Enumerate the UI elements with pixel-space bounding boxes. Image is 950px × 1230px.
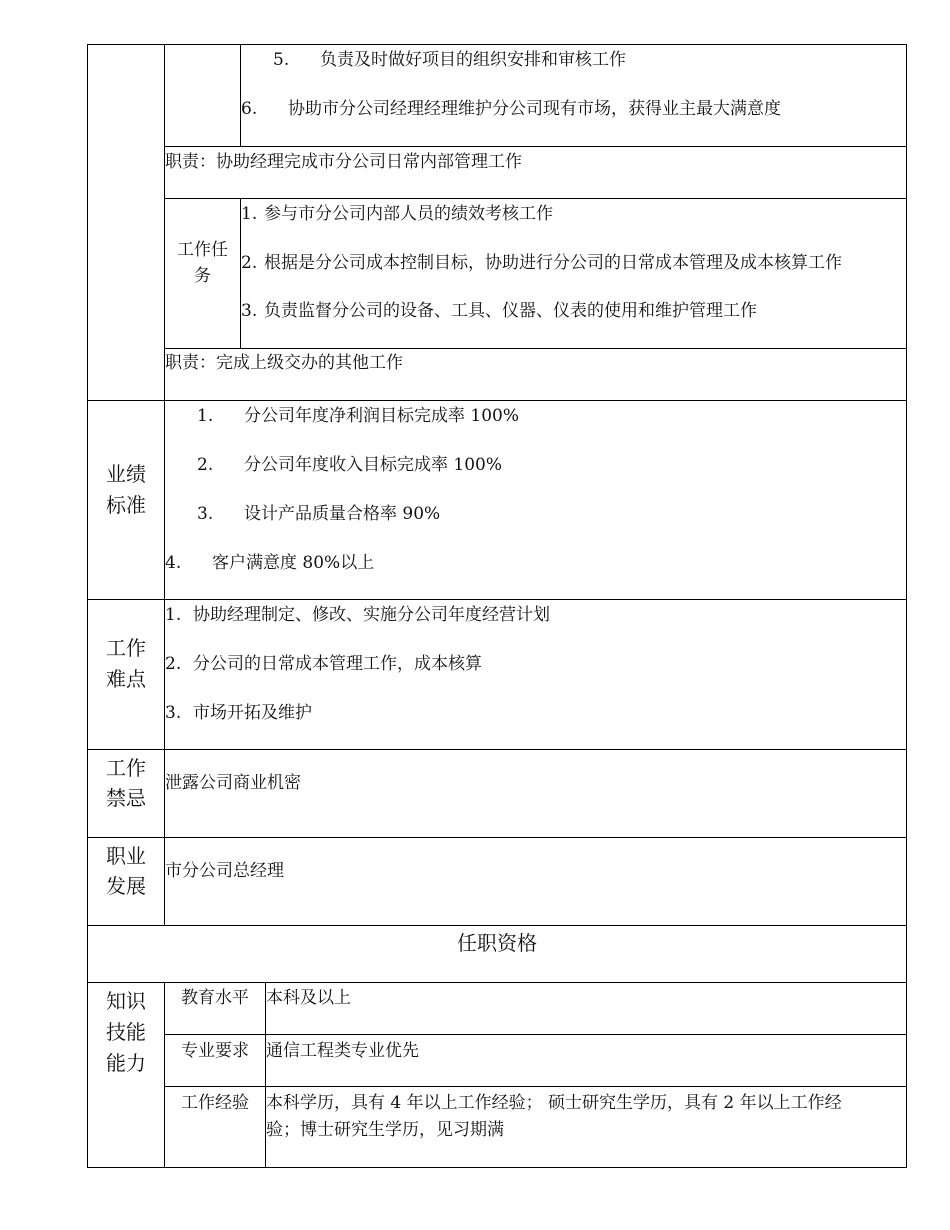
taboo-header: 工作 [106, 756, 146, 780]
difficulty-text: 分公司的日常成本管理工作，成本核算 [193, 654, 482, 674]
performance-text: 设计产品质量合格率 90% [244, 504, 441, 524]
row-divider [87, 749, 907, 750]
qualification-header: 技能 [106, 1020, 146, 1044]
taboo-header: 禁忌 [106, 786, 146, 810]
difficulty-text: 协助经理制定、修改、实施分公司年度经营计划 [193, 605, 550, 625]
task-number: 1. [241, 204, 258, 224]
task-text: 根据是分公司成本控制目标，协助进行分公司的日常成本管理及成本核算工作 [264, 253, 842, 273]
row-divider [164, 1034, 907, 1035]
qualification-value: 本科及以上 [266, 988, 351, 1008]
performance-header: 业绩 [106, 462, 146, 486]
row-divider [164, 348, 907, 349]
difficulty-header: 难点 [106, 667, 146, 691]
performance-header: 标准 [106, 493, 146, 517]
row-divider [164, 1086, 907, 1087]
qualification-value: 通信工程类专业优先 [266, 1041, 419, 1061]
career-header: 职业 [106, 844, 146, 868]
col-divider-2a [240, 44, 241, 146]
duty-label: 职责：完成上级交办的其他工作 [165, 353, 403, 373]
difficulty-number: 3. [165, 703, 182, 723]
performance-number: 1. [197, 406, 214, 426]
task-number: 2. [241, 253, 258, 273]
row-divider [87, 599, 907, 600]
performance-number: 3. [197, 504, 214, 524]
qualification-label: 专业要求 [181, 1041, 249, 1061]
task-text: 参与市分公司内部人员的绩效考核工作 [264, 204, 553, 224]
qualification-label: 教育水平 [181, 988, 249, 1008]
difficulty-number: 2. [165, 654, 182, 674]
taboo-text: 泄露公司商业机密 [165, 773, 301, 793]
task-header: 工作任 [177, 240, 228, 260]
duty-item-number: 6. [241, 99, 258, 119]
qualification-value: 验；博士研究生学历，见习期满 [266, 1120, 504, 1140]
row-divider [164, 198, 907, 199]
duty-item-number: 5. [273, 50, 290, 70]
qualification-label: 工作经验 [181, 1093, 249, 1113]
duty-item-text: 负责及时做好项目的组织安排和审核工作 [320, 50, 626, 70]
career-text: 市分公司总经理 [165, 861, 284, 881]
qualification-title: 任职资格 [457, 931, 537, 955]
performance-number: 2. [197, 455, 214, 475]
difficulty-header: 工作 [106, 636, 146, 660]
career-header: 发展 [106, 874, 146, 898]
task-header: 务 [194, 266, 211, 286]
difficulty-number: 1. [165, 605, 182, 625]
row-divider [87, 837, 907, 838]
row-divider [87, 925, 907, 926]
performance-text: 客户满意度 80%以上 [212, 553, 375, 573]
row-divider [87, 982, 907, 983]
duty-label: 职责：协助经理完成市分公司日常内部管理工作 [165, 152, 522, 172]
performance-text: 分公司年度收入目标完成率 100% [244, 455, 503, 475]
qualification-header: 能力 [106, 1051, 146, 1075]
qualification-header: 知识 [106, 989, 146, 1013]
performance-text: 分公司年度净利润目标完成率 100% [244, 406, 520, 426]
difficulty-text: 市场开拓及维护 [193, 703, 312, 723]
duty-item-text: 协助市分公司经理经理维护分公司现有市场，获得业主最大满意度 [288, 99, 781, 119]
qualification-value: 本科学历，具有 4 年以上工作经验； 硕士研究生学历，具有 2 年以上工作经 [266, 1093, 842, 1113]
task-text: 负责监督分公司的设备、工具、仪器、仪表的使用和维护管理工作 [264, 301, 757, 321]
row-divider [164, 146, 907, 147]
col-divider-qual-1 [164, 982, 165, 1168]
task-number: 3. [241, 301, 258, 321]
performance-number: 4. [165, 553, 182, 573]
row-divider [87, 400, 907, 401]
